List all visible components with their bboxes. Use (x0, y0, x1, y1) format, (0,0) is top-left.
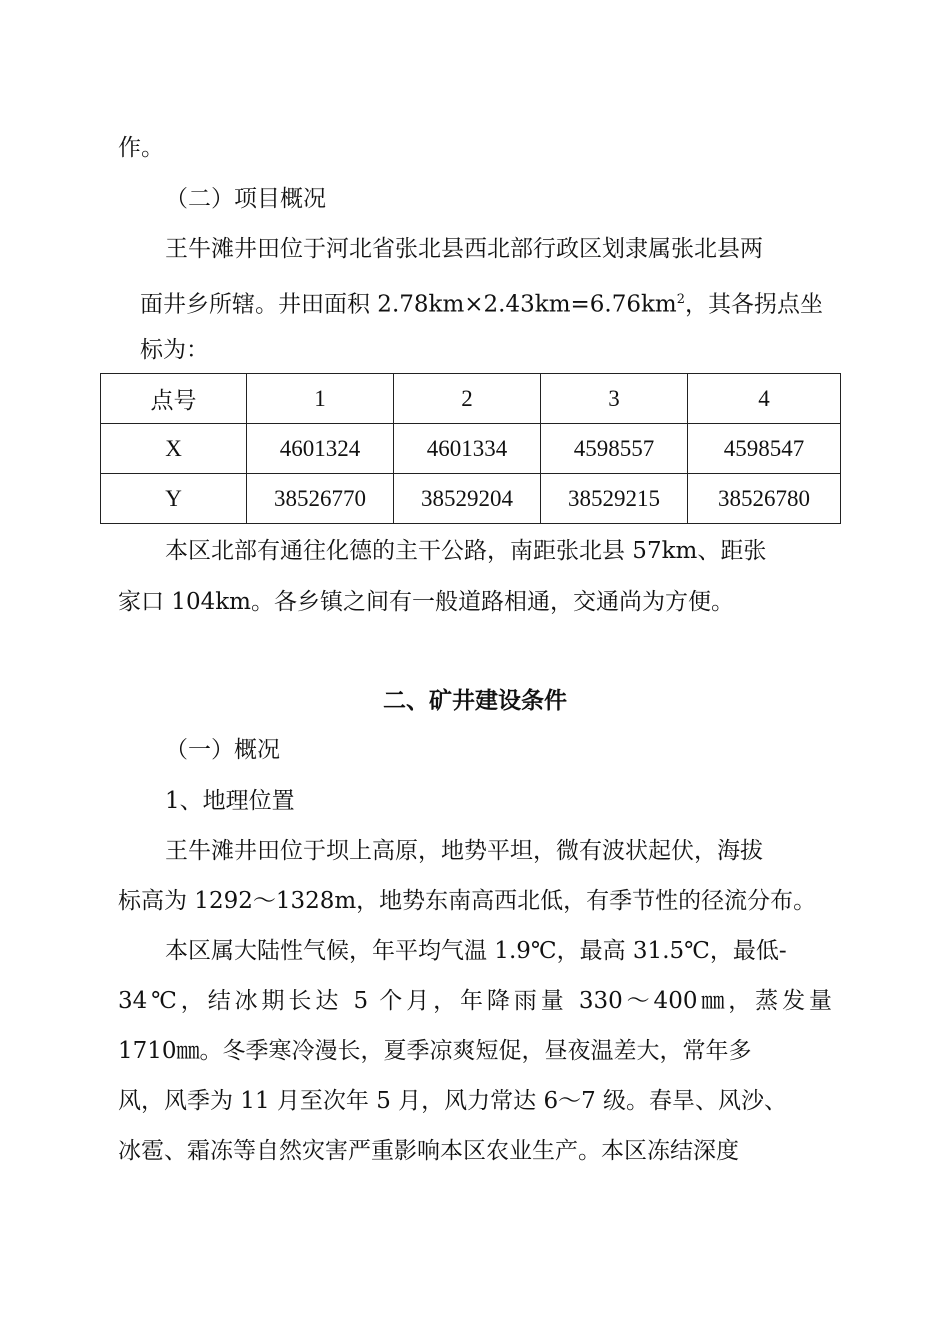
table-cell: 4598557 (541, 424, 688, 474)
table-cell: 38529204 (394, 474, 541, 524)
text-line (140, 285, 823, 320)
section-heading: 二、矿井建设条件 (383, 688, 567, 714)
text-line: 冰雹、霜冻等自然灾害严重影响本区农业生产。本区冻结深度 (118, 1138, 739, 1164)
table-cell: 1 (247, 374, 394, 424)
text-line: 王牛滩井田位于河北省张北县西北部行政区划隶属张北县两 (165, 236, 763, 262)
text-line: 本区北部有通往化德的主干公路，南距张北县 57km、距张 (165, 538, 767, 564)
table-cell: 4598547 (688, 424, 841, 474)
text-line: 作。 (118, 135, 164, 161)
coordinates-table (100, 373, 841, 524)
text-span: 面井乡所辖。井田面积 2.78km×2.43km=6.76km (140, 291, 677, 318)
table-cell: 38526780 (688, 474, 841, 524)
table-header-row (101, 374, 841, 424)
text-line: 家口 104km。各乡镇之间有一般道路相通，交通尚为方便。 (118, 589, 734, 615)
table-cell: 4601334 (394, 424, 541, 474)
table-cell: 2 (394, 374, 541, 424)
text-span: ，其各拐点坐 (685, 291, 824, 318)
table-cell: 38526770 (247, 474, 394, 524)
table-cell: 4 (688, 374, 841, 424)
table-cell: Y (101, 474, 247, 524)
text-line: 标为： (140, 337, 209, 363)
section-subheading: （二）项目概况 (165, 186, 326, 212)
text-line: 风，风季为 11 月至次年 5 月，风力常达 6～7 级。春旱、风沙、 (118, 1088, 788, 1114)
superscript: 2 (676, 292, 686, 307)
text-line: 34℃，结冰期长达 5 个月，年降雨量 330～400㎜，蒸发量 (118, 988, 832, 1014)
text-line: 王牛滩井田位于坝上高原，地势平坦，微有波状起伏，海拔 (165, 838, 763, 864)
text-line: 本区属大陆性气候，年平均气温 1.9℃，最高 31.5℃，最低- (165, 938, 787, 964)
section-subheading: （一）概况 (165, 737, 280, 763)
table-cell: 3 (541, 374, 688, 424)
table-row (101, 474, 841, 524)
table-row (101, 424, 841, 474)
table-cell: X (101, 424, 247, 474)
table-cell: 38529215 (541, 474, 688, 524)
text-line: 1710㎜。冬季寒冷漫长，夏季凉爽短促，昼夜温差大，常年多 (118, 1038, 752, 1064)
table-cell: 4601324 (247, 424, 394, 474)
text-line: 标高为 1292～1328m，地势东南高西北低，有季节性的径流分布。 (118, 888, 817, 914)
section-subheading: 1、地理位置 (165, 788, 295, 814)
table-cell: 点号 (101, 374, 247, 424)
